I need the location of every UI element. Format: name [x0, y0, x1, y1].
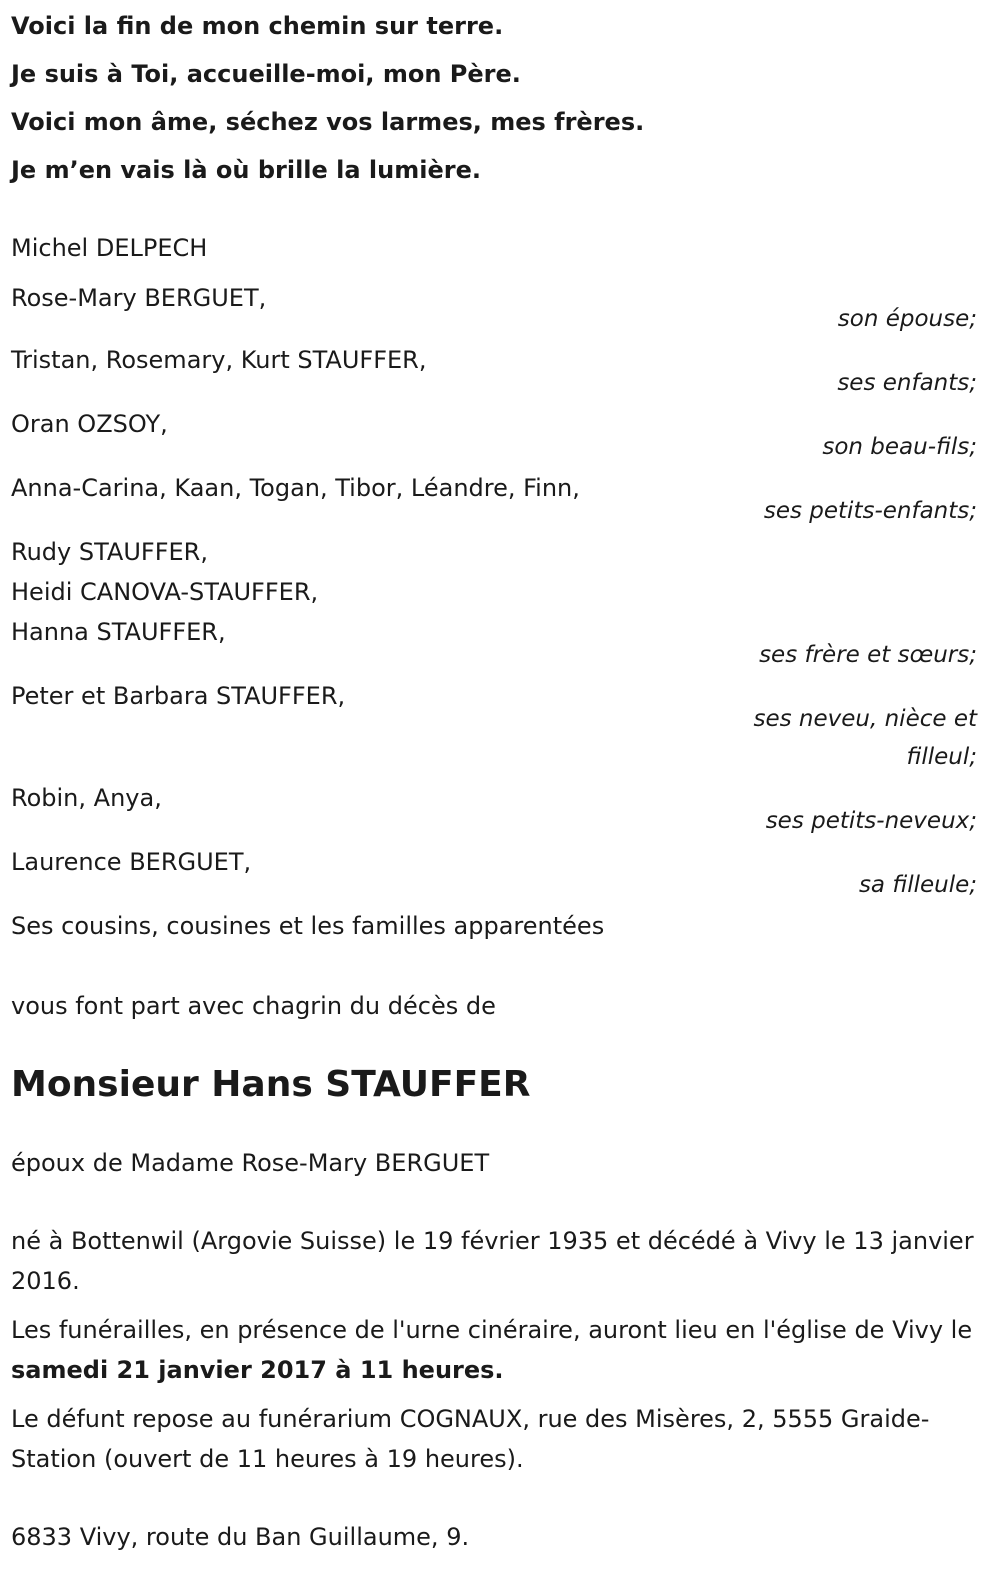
family-entry: [11, 676, 977, 776]
family-name: Hanna STAUFFER,: [11, 618, 226, 646]
family-name: Rudy STAUFFER,: [11, 538, 208, 566]
announcement: vous font part avec chagrin du décès de: [11, 992, 496, 1020]
family-relation: ses petits-enfants;: [763, 498, 977, 524]
family-name: Laurence BERGUET,: [11, 848, 252, 876]
poem: [11, 0, 977, 194]
family-name: Rose-Mary BERGUET,: [11, 284, 267, 312]
family-entry: [11, 340, 977, 402]
poem-line: Je m’en vais là où brille la lumière.: [11, 156, 481, 184]
family-relation: ses petits-neveux;: [765, 808, 977, 834]
family-name: Michel DELPECH: [11, 234, 208, 262]
family-relation: filleul;: [906, 744, 977, 770]
funeral-date: samedi 21 janvier 2017 à 11 heures.: [11, 1356, 504, 1384]
family-relation: sa filleule;: [858, 872, 977, 898]
spouse-line: époux de Madame Rose-Mary BERGUET: [11, 1149, 490, 1177]
family-name: Heidi CANOVA-STAUFFER,: [11, 578, 319, 606]
family-cousins: [11, 906, 977, 946]
family-relation: son beau-fils;: [822, 434, 977, 460]
family-entry: [11, 778, 977, 840]
poem-line: Voici la fin de mon chemin sur terre.: [11, 12, 504, 40]
address: 6833 Vivy, route du Ban Guillaume, 9.: [11, 1523, 470, 1551]
family-relation: ses enfants;: [837, 370, 977, 396]
family-name: Ses cousins, cousines et les familles apparentées: [11, 912, 605, 940]
family-entry: [11, 404, 977, 466]
repose-info: Le défunt repose au funérarium COGNAUX, rue des Misères, 2, 5555 Graide-Station (ouvert de 11 heures à 19 heures).: [11, 1405, 930, 1473]
family-name: Peter et Barbara STAUFFER,: [11, 682, 346, 710]
funeral-info: [11, 1310, 977, 1390]
poem-line: Voici mon âme, séchez vos larmes, mes frères.: [11, 108, 645, 136]
family-relation: son épouse;: [837, 306, 977, 332]
family-first: [11, 228, 977, 268]
deceased-name: Monsieur Hans STAUFFER: [11, 1064, 531, 1105]
family-entry: [11, 532, 977, 674]
family-name: Oran OZSOY,: [11, 410, 168, 438]
family-entry: [11, 278, 977, 338]
family-entry: [11, 842, 977, 904]
obituary-page: [11, 0, 977, 1557]
funeral-text: Les funérailles, en présence de l'urne cinéraire, auront lieu en l'église de Vivy le: [11, 1316, 973, 1344]
family-name: Robin, Anya,: [11, 784, 162, 812]
birth-death: né à Bottenwil (Argovie Suisse) le 19 février 1935 et décédé à Vivy le 13 janvier 2016.: [11, 1227, 974, 1295]
family-relation: ses neveu, nièce et: [753, 706, 977, 732]
poem-line: Je suis à Toi, accueille-moi, mon Père.: [11, 60, 521, 88]
family-name: Anna-Carina, Kaan, Togan, Tibor, Léandre, Finn,: [11, 474, 580, 502]
family-list: [11, 228, 977, 946]
family-entry: [11, 468, 977, 530]
family-relation: ses frère et sœurs;: [759, 642, 977, 668]
family-name: Tristan, Rosemary, Kurt STAUFFER,: [11, 346, 427, 374]
